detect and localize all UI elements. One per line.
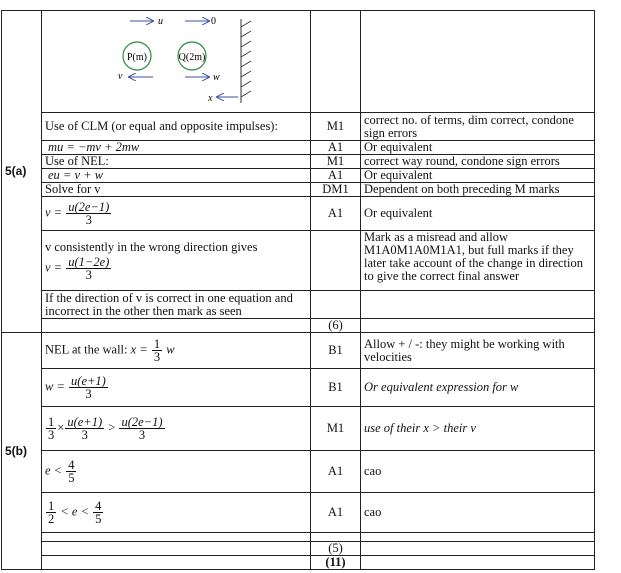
fraction: $\frac{u(2e-1)}{3}$: [68, 200, 110, 227]
notes-cell: [361, 291, 595, 319]
subtotal-row: [2, 542, 595, 556]
mark-cell: M1: [311, 155, 361, 169]
table-row: [2, 169, 595, 183]
diagram-cell: [42, 11, 311, 113]
ball-p-label: P(m): [127, 52, 147, 63]
ball-q-label: Q(2m): [178, 52, 206, 63]
mark-cell: B1: [311, 369, 361, 407]
mark-cell: A1: [311, 493, 361, 533]
notes-cell: cao: [361, 493, 595, 533]
part-b-total: (5): [311, 542, 361, 556]
equation-prefix: v =: [45, 259, 63, 274]
table-row: [2, 369, 595, 407]
working-cell: w = $\frac{u(e+1)}{3}$: [42, 369, 311, 407]
spacer-row: [2, 533, 595, 542]
table-row: [2, 155, 595, 169]
subtotal-row: [2, 319, 595, 333]
grand-total: (11): [311, 556, 361, 570]
mark-cell: A1: [311, 169, 361, 183]
part-a-label: 5(a): [2, 11, 42, 333]
mark-scheme-table: [1, 10, 595, 570]
working-cell: [42, 231, 311, 291]
fraction: $\frac{1}{3}$: [48, 415, 55, 442]
part-a-total: (6): [311, 319, 361, 333]
mark-cell: A1: [311, 451, 361, 493]
mark-cell: A1: [311, 141, 361, 155]
mark-cell: [311, 231, 361, 291]
u-label: u: [158, 16, 163, 27]
mark-cell: DM1: [311, 183, 361, 197]
mark-cell: M1: [311, 113, 361, 141]
table-row: [2, 231, 595, 291]
table-row: [2, 493, 595, 533]
fraction: $\frac{4}{5}$: [95, 499, 102, 526]
mark-cell: B1: [311, 333, 361, 369]
part-b-label: 5(b): [2, 333, 42, 570]
working-cell: eu = v + w: [42, 169, 311, 183]
working-cell: Use of NEL:: [42, 155, 311, 169]
working-cell: Solve for v: [42, 183, 311, 197]
mark-cell: [311, 291, 361, 319]
part-a-diagram-row: [2, 11, 595, 113]
table-row: [2, 333, 595, 369]
equation-prefix: v =: [45, 205, 63, 220]
notes-cell: Or equivalent: [361, 197, 595, 231]
table-row: [2, 113, 595, 141]
fraction: $\frac{u(1-2e)}{3}$: [68, 254, 110, 282]
table-row: [2, 141, 595, 155]
w-label: w: [213, 72, 220, 83]
notes-cell: use of their x > their v: [361, 407, 595, 451]
working-cell: Use of CLM (or equal and opposite impulses):: [42, 113, 311, 141]
table-row: [2, 183, 595, 197]
fraction: $\frac{1}{2}$: [48, 499, 55, 526]
x-label: x: [208, 93, 213, 104]
notes-cell: cao: [361, 451, 595, 493]
notes-cell: Allow + / -: they might be working with velocities: [361, 333, 595, 369]
table-row: [2, 291, 595, 319]
mark-cell: M1: [311, 407, 361, 451]
table-row: [2, 451, 595, 493]
working-cell: NEL at the wall: x = $\frac{1}{3}$ w: [42, 333, 311, 369]
notes-cell: Or equivalent: [361, 141, 595, 155]
mark-cell: A1: [311, 197, 361, 231]
grand-total-row: [2, 556, 595, 570]
working-cell: mu = −mv + 2mw: [42, 141, 311, 155]
wall-hatching: [241, 21, 251, 97]
working-cell: e < $\frac{4}{5}$: [42, 451, 311, 493]
notes-cell: Dependent on both preceding M marks: [361, 183, 595, 197]
working-cell: If the direction of v is correct in one equation and incorrect in the other then mark as seen: [42, 291, 311, 319]
notes-cell: Or equivalent: [361, 169, 595, 183]
table-row: [2, 407, 595, 451]
working-cell: $\frac{1}{3}$ × $\frac{u(e+1)}{3}$ > $\frac{u(2e-1)}{3}$: [42, 407, 311, 451]
collision-diagram: [45, 11, 307, 112]
fraction: $\frac{u(e+1)}{3}$: [67, 415, 103, 442]
fraction: $\frac{u(e+1)}{3}$: [71, 374, 106, 401]
working-cell: [42, 197, 311, 231]
fraction: $\frac{4}{5}$: [68, 458, 75, 485]
v-label: v: [118, 71, 123, 82]
working-cell: $\frac{1}{2}$ < e < $\frac{4}{5}$: [42, 493, 311, 533]
fraction: $\frac{1}{3}$: [153, 337, 161, 364]
working-line: v consistently in the wrong direction gives: [45, 239, 258, 254]
zero-label: 0: [211, 16, 216, 27]
notes-cell: Mark as a misread and allow M1A0M1A0M1A1, but full marks if they later take account of the change in direction to give the correct final answer: [361, 231, 595, 291]
table-row: [2, 197, 595, 231]
notes-cell: correct no. of terms, dim correct, condone sign errors: [361, 113, 595, 141]
notes-cell: Or equivalent expression for w: [361, 369, 595, 407]
notes-cell: correct way round, condone sign errors: [361, 155, 595, 169]
fraction: $\frac{u(2e-1)}{3}$: [121, 415, 163, 442]
